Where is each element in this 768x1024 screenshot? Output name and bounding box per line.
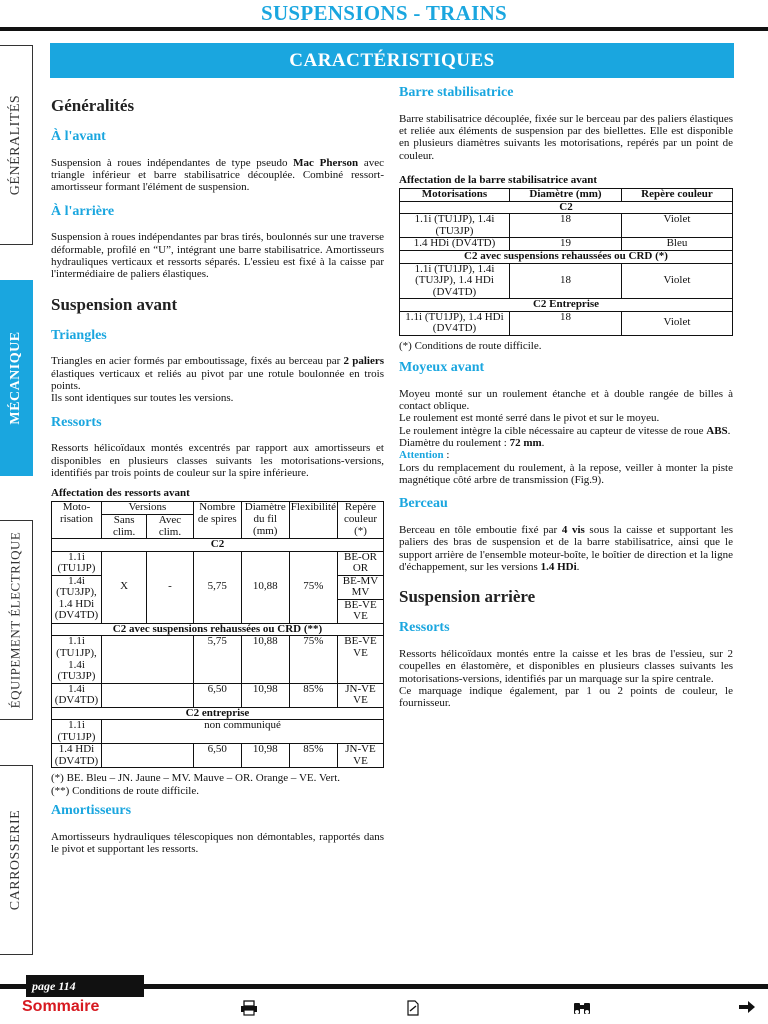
side-tab-mecanique[interactable]	[0, 280, 33, 476]
paragraph-moyeux-2: Le roulement est monté serré dans le pivot et sur le moyeu.	[399, 412, 660, 425]
side-tab-carrosserie[interactable]	[0, 765, 33, 955]
table-ressorts-avant: Moto-risation Versions Nombre de spires Diamètre du fil (mm) Flexibilité Repère couleur (*) Sans clim. Avec clim. C2 1.1i (TU1JP) X - 5,75 10,88 75% BE-OR OR 1.4i (TU3JP), 1.4 HDi (DV4TD) BE-MV MV BE-VE VE C2 avec suspensions rehaussées ou CRD (**) 1.1i (TU1JP), 1.4i (TU3JP) 5,75 10,88 75% BE-VE VE 1.4i (DV4TD) 6,50 10,98 85% JN-VE VE C2 entreprise 1.1i (TU1JP) non communiqué 1.4 HDi (DV4TD) 6,50 10,98 85% JN-VE VE	[51, 501, 384, 768]
table-note: (*) Conditions de route difficile.	[399, 339, 542, 352]
table-barre-stabilisatrice: Motorisations Diamètre (mm) Repère couleur C2 1.1i (TU1JP), 1.4i (TU3JP) 18 Violet 1.4 HDi (DV4TD) 19 Bleu C2 avec suspensions rehaussées ou CRD (*) 1.1i (TU1JP), 1.4i (TU3JP), 1.4 HDi (DV4TD) 18 Violet C2 Entreprise 1.1i (TU1JP), 1.4 HDi (DV4TD) 18 Violet	[399, 188, 733, 336]
paragraph-ressorts-arriere: Ressorts hélicoïdaux montés entre la caisse et les bras de l'essieu, sur 2 coupelles en élastomère, et disponibles en plusieurs classes suivants les motorisations-versions, identifiés par un marquage sur la spire centrale.	[399, 647, 733, 685]
heading-amortisseurs: Amortisseurs	[51, 803, 132, 819]
table-row: 1.4i (TU3JP), 1.4 HDi (DV4TD) BE-MV MV	[52, 575, 384, 599]
table-section: C2 avec suspensions rehaussées ou CRD (*)	[400, 250, 733, 263]
heading-suspension-arriere: Suspension arrière	[399, 587, 536, 607]
page-number: page 114	[26, 975, 144, 997]
heading-moyeux-avant: Moyeux avant	[399, 360, 485, 376]
table-row: BE-VE VE	[52, 599, 384, 623]
table-note-2: (**) Conditions de route difficile.	[51, 784, 199, 797]
paragraph-moyeux-1: Moyeu monté sur un roulement étanche et à double rangée de billes à contact oblique.	[399, 387, 733, 413]
attention-label: Attention	[399, 449, 444, 462]
table-row: 1.4i (DV4TD) 6,50 10,98 85% JN-VE VE	[52, 683, 384, 707]
top-rule	[0, 27, 768, 31]
table-section: C2 Entreprise	[400, 299, 733, 312]
side-tab-label: ÉQUIPEMENT ÉLECTRIQUE	[7, 531, 23, 709]
table-note-1: (*) BE. Bleu – JN. Jaune – MV. Mauve – OR. Orange – VE. Vert.	[51, 772, 341, 785]
section-banner: CARACTÉRISTIQUES	[50, 43, 734, 78]
paragraph-triangles-2: Ils sont identiques sur toutes les versions.	[51, 392, 234, 405]
heading-arriere: À l'arrière	[51, 203, 115, 219]
paragraph-attention: Attention :	[399, 449, 450, 462]
side-tab-generalites[interactable]	[0, 45, 33, 245]
side-tab-label: MÉCANIQUE	[8, 331, 24, 425]
table-row: 1.1i (TU1JP), 1.4 HDi (DV4TD) 18 Violet	[400, 311, 733, 335]
sommaire-link[interactable]: Sommaire	[22, 998, 100, 1015]
heading-avant: À l'avant	[51, 129, 106, 145]
heading-ressorts-arriere: Ressorts	[399, 620, 450, 636]
table-section: C2	[400, 201, 733, 214]
paragraph-barre: Barre stabilisatrice découplée, fixée sur le berceau par des paliers élastiques et reliée aux éléments de suspension par des biellettes. Elle est disponible en plusieurs diamètres suivants les motorisations, repérés par un point de couleur.	[399, 112, 733, 162]
heading-berceau: Berceau	[399, 496, 448, 512]
left-column	[51, 96, 384, 855]
paragraph-moyeux-4: Diamètre du roulement : 72 mm.	[399, 437, 545, 450]
document-icon[interactable]	[405, 1000, 421, 1021]
paragraph-avant: Suspension à roues indépendantes de type pseudo Mac Pherson avec triangle inférieur et barre stabilisatrice découplée. Combiné ressort-amortisseur formant l'élément de suspension.	[51, 156, 385, 194]
heading-generalites: Généralités	[51, 96, 135, 115]
heading-suspension-avant: Suspension avant	[51, 294, 178, 314]
side-tab-label: CARROSSERIE	[8, 809, 24, 911]
table-caption-ressorts: Affectation des ressorts avant	[51, 487, 190, 500]
paragraph-berceau: Berceau en tôle emboutie fixé par 4 vis sous la caisse et supportant les paliers des bras de suspension et de la barre stabilisatrice, ainsi que le support arrière de l'ensemble moteur-boîte, le boîtier de direction et la ligne d'échappement, sur les versions 1.4 HDi.	[399, 523, 733, 573]
heading-barre-stabilisatrice: Barre stabilisatrice	[399, 85, 514, 100]
table-section: C2 avec suspensions rehaussées ou CRD (**)	[52, 623, 384, 636]
paragraph-ressorts: Ressorts hélicoïdaux montés excentrés par rapport aux amortisseurs et disponibles en plusieurs classes suivants les motorisations-versions, identifiés par trois points de couleur sur la spire inférieure.	[51, 442, 384, 479]
table-row: 1.1i (TU1JP) non communiqué	[52, 720, 384, 744]
next-arrow-icon[interactable]	[738, 1000, 756, 1019]
table-row: 1.1i (TU1JP), 1.4i (TU3JP) 18 Violet	[400, 214, 733, 238]
table-row: 1.4 HDi (DV4TD) 19 Bleu	[400, 238, 733, 251]
right-column	[399, 85, 733, 709]
table-section: C2 entreprise	[52, 707, 384, 720]
table-row: 1.4 HDi (DV4TD) 6,50 10,98 85% JN-VE VE	[52, 744, 384, 768]
paragraph-ressorts-arriere-2: Ce marquage indique également, par 1 ou 2 points de couleur, le fournisseur.	[399, 684, 733, 710]
table-section: C2	[52, 539, 384, 552]
printer-icon[interactable]	[240, 1000, 258, 1021]
table-row: 1.1i (TU1JP), 1.4i (TU3JP) 5,75 10,88 75% BE-VE VE	[52, 636, 384, 683]
paragraph-arriere: Suspension à roues indépendantes par bras tirés, boulonnés sur une traverse déformable, profilé en “U”, intégrant une barre stabilisatrice. Amortisseurs hydrauliques verticaux et ressorts séparés. L'essieu est fixé à la caisse par l'intermédiaire de paliers élastiques.	[51, 231, 384, 281]
paragraph-attention-text: Lors du remplacement du roulement, à la repose, veiller à monter la piste magnétique côté arbre de transmission (Fig.9).	[399, 461, 733, 486]
page-title: SUSPENSIONS - TRAINS	[260, 1, 508, 25]
table-row: 1.1i (TU1JP), 1.4i (TU3JP), 1.4 HDi (DV4TD) 18 Violet	[400, 263, 733, 299]
binoculars-icon[interactable]	[572, 1000, 592, 1021]
side-tab-label: GÉNÉRALITÉS	[8, 94, 24, 196]
table-row: 1.1i (TU1JP) X - 5,75 10,88 75% BE-OR OR	[52, 551, 384, 575]
heading-triangles: Triangles	[51, 327, 107, 343]
side-tab-equipement-electrique[interactable]	[0, 520, 33, 720]
paragraph-moyeux-3: Le roulement intègre la cible nécessaire au capteur de vitesse de roue ABS.	[399, 424, 731, 437]
heading-ressorts: Ressorts	[51, 414, 102, 430]
paragraph-amortisseurs: Amortisseurs hydrauliques télescopiques non démontables, rapportés dans le pivot et supportant les ressorts.	[51, 830, 384, 856]
paragraph-triangles: Triangles en acier formés par emboutissage, fixés au berceau par 2 paliers élastiques verticaux et reliés au pivot par une rotule boulonnée en trois points.	[51, 355, 384, 392]
table-caption-barre: Affectation de la barre stabilisatrice avant	[399, 173, 598, 186]
